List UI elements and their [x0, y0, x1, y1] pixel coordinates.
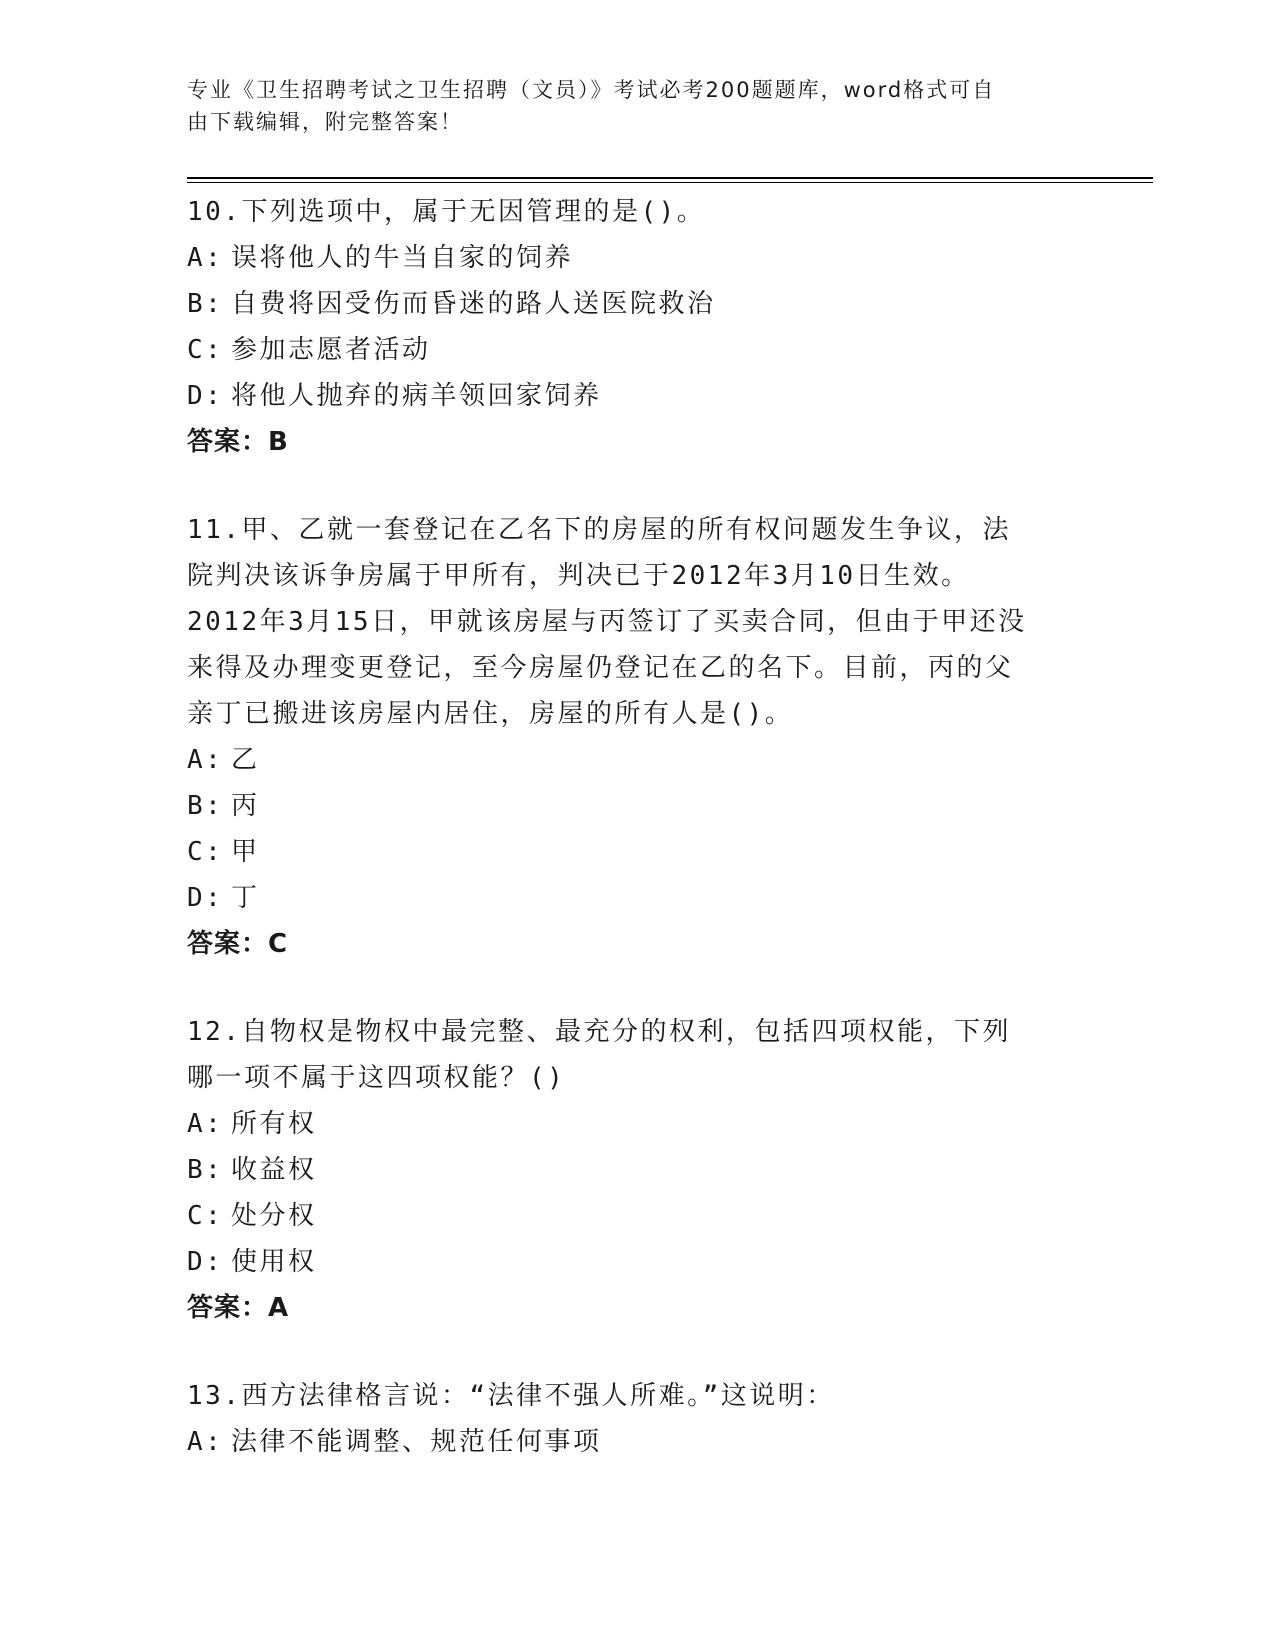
question-stem: 12.自物权是物权中最完整、最充分的权利，包括四项权能，下列哪一项不属于这四项权能？(): [187, 1017, 1011, 1093]
question-13: [187, 1373, 1087, 1465]
option-text: 收益权: [231, 1155, 317, 1185]
option-d: [187, 1239, 1087, 1285]
question-11: [187, 507, 1087, 967]
question-stem: 13.西方法律格言说：“法律不强人所难。”这说明：: [187, 1381, 835, 1411]
option-text: 乙: [231, 745, 260, 775]
question-stem: 10.下列选项中，属于无因管理的是()。: [187, 197, 706, 227]
answer-line: 答案：A: [187, 1293, 290, 1323]
option-a: [187, 1101, 1087, 1147]
option-text: 法律不能调整、规范任何事项: [231, 1427, 602, 1457]
option-text: 所有权: [231, 1109, 317, 1139]
answer-line: 答案：C: [187, 929, 289, 959]
question-list: [187, 189, 1087, 1507]
option-a: [187, 1419, 1087, 1465]
option-c: [187, 327, 1087, 373]
option-text: 处分权: [231, 1201, 317, 1231]
option-c: [187, 829, 1087, 875]
option-a: [187, 235, 1087, 281]
header-divider-thin: [187, 182, 1153, 183]
option-key: A:: [187, 243, 224, 273]
answer-line: 答案：B: [187, 427, 289, 457]
option-key: B:: [187, 289, 224, 319]
option-key: C:: [187, 335, 224, 365]
option-key: B:: [187, 791, 224, 821]
question-stem: 11.甲、乙就一套登记在乙名下的房屋的所有权问题发生争议，法院判决该诉争房属于甲所有，判决已于2012年3月10日生效。2012年3月15日，甲就该房屋与丙签订了买卖合同，但由于甲还没来得及办理变更登记，至今房屋仍登记在乙的名下。目前，丙的父亲丁已搬进该房屋内居住，房屋的所有人是()。: [187, 515, 1027, 729]
option-key: A:: [187, 1427, 224, 1457]
header-line-1: 专业《卫生招聘考试之卫生招聘（文员）》考试必考200题题库，word格式可自: [187, 78, 996, 102]
option-key: C:: [187, 837, 224, 867]
question-10: [187, 189, 1087, 465]
option-text: 将他人抛弃的病羊领回家饲养: [231, 381, 602, 411]
option-text: 使用权: [231, 1247, 317, 1277]
option-d: [187, 875, 1087, 921]
option-text: 甲: [231, 837, 260, 867]
option-a: [187, 737, 1087, 783]
option-key: A:: [187, 1109, 224, 1139]
option-c: [187, 1193, 1087, 1239]
option-text: 自费将因受伤而昏迷的路人送医院救治: [231, 289, 716, 319]
option-b: [187, 783, 1087, 829]
option-text: 参加志愿者活动: [231, 335, 431, 365]
option-key: C:: [187, 1201, 224, 1231]
option-text: 丙: [231, 791, 260, 821]
document-header: [187, 74, 1067, 138]
option-b: [187, 281, 1087, 327]
option-d: [187, 373, 1087, 419]
header-divider-thick: [187, 177, 1153, 179]
option-key: D:: [187, 1247, 224, 1277]
question-12: [187, 1009, 1087, 1331]
header-line-2: 由下载编辑，附完整答案！: [187, 110, 463, 134]
option-key: D:: [187, 381, 224, 411]
option-text: 误将他人的牛当自家的饲养: [231, 243, 574, 273]
option-key: D:: [187, 883, 224, 913]
option-key: A:: [187, 745, 224, 775]
option-b: [187, 1147, 1087, 1193]
option-text: 丁: [231, 883, 260, 913]
option-key: B:: [187, 1155, 224, 1185]
